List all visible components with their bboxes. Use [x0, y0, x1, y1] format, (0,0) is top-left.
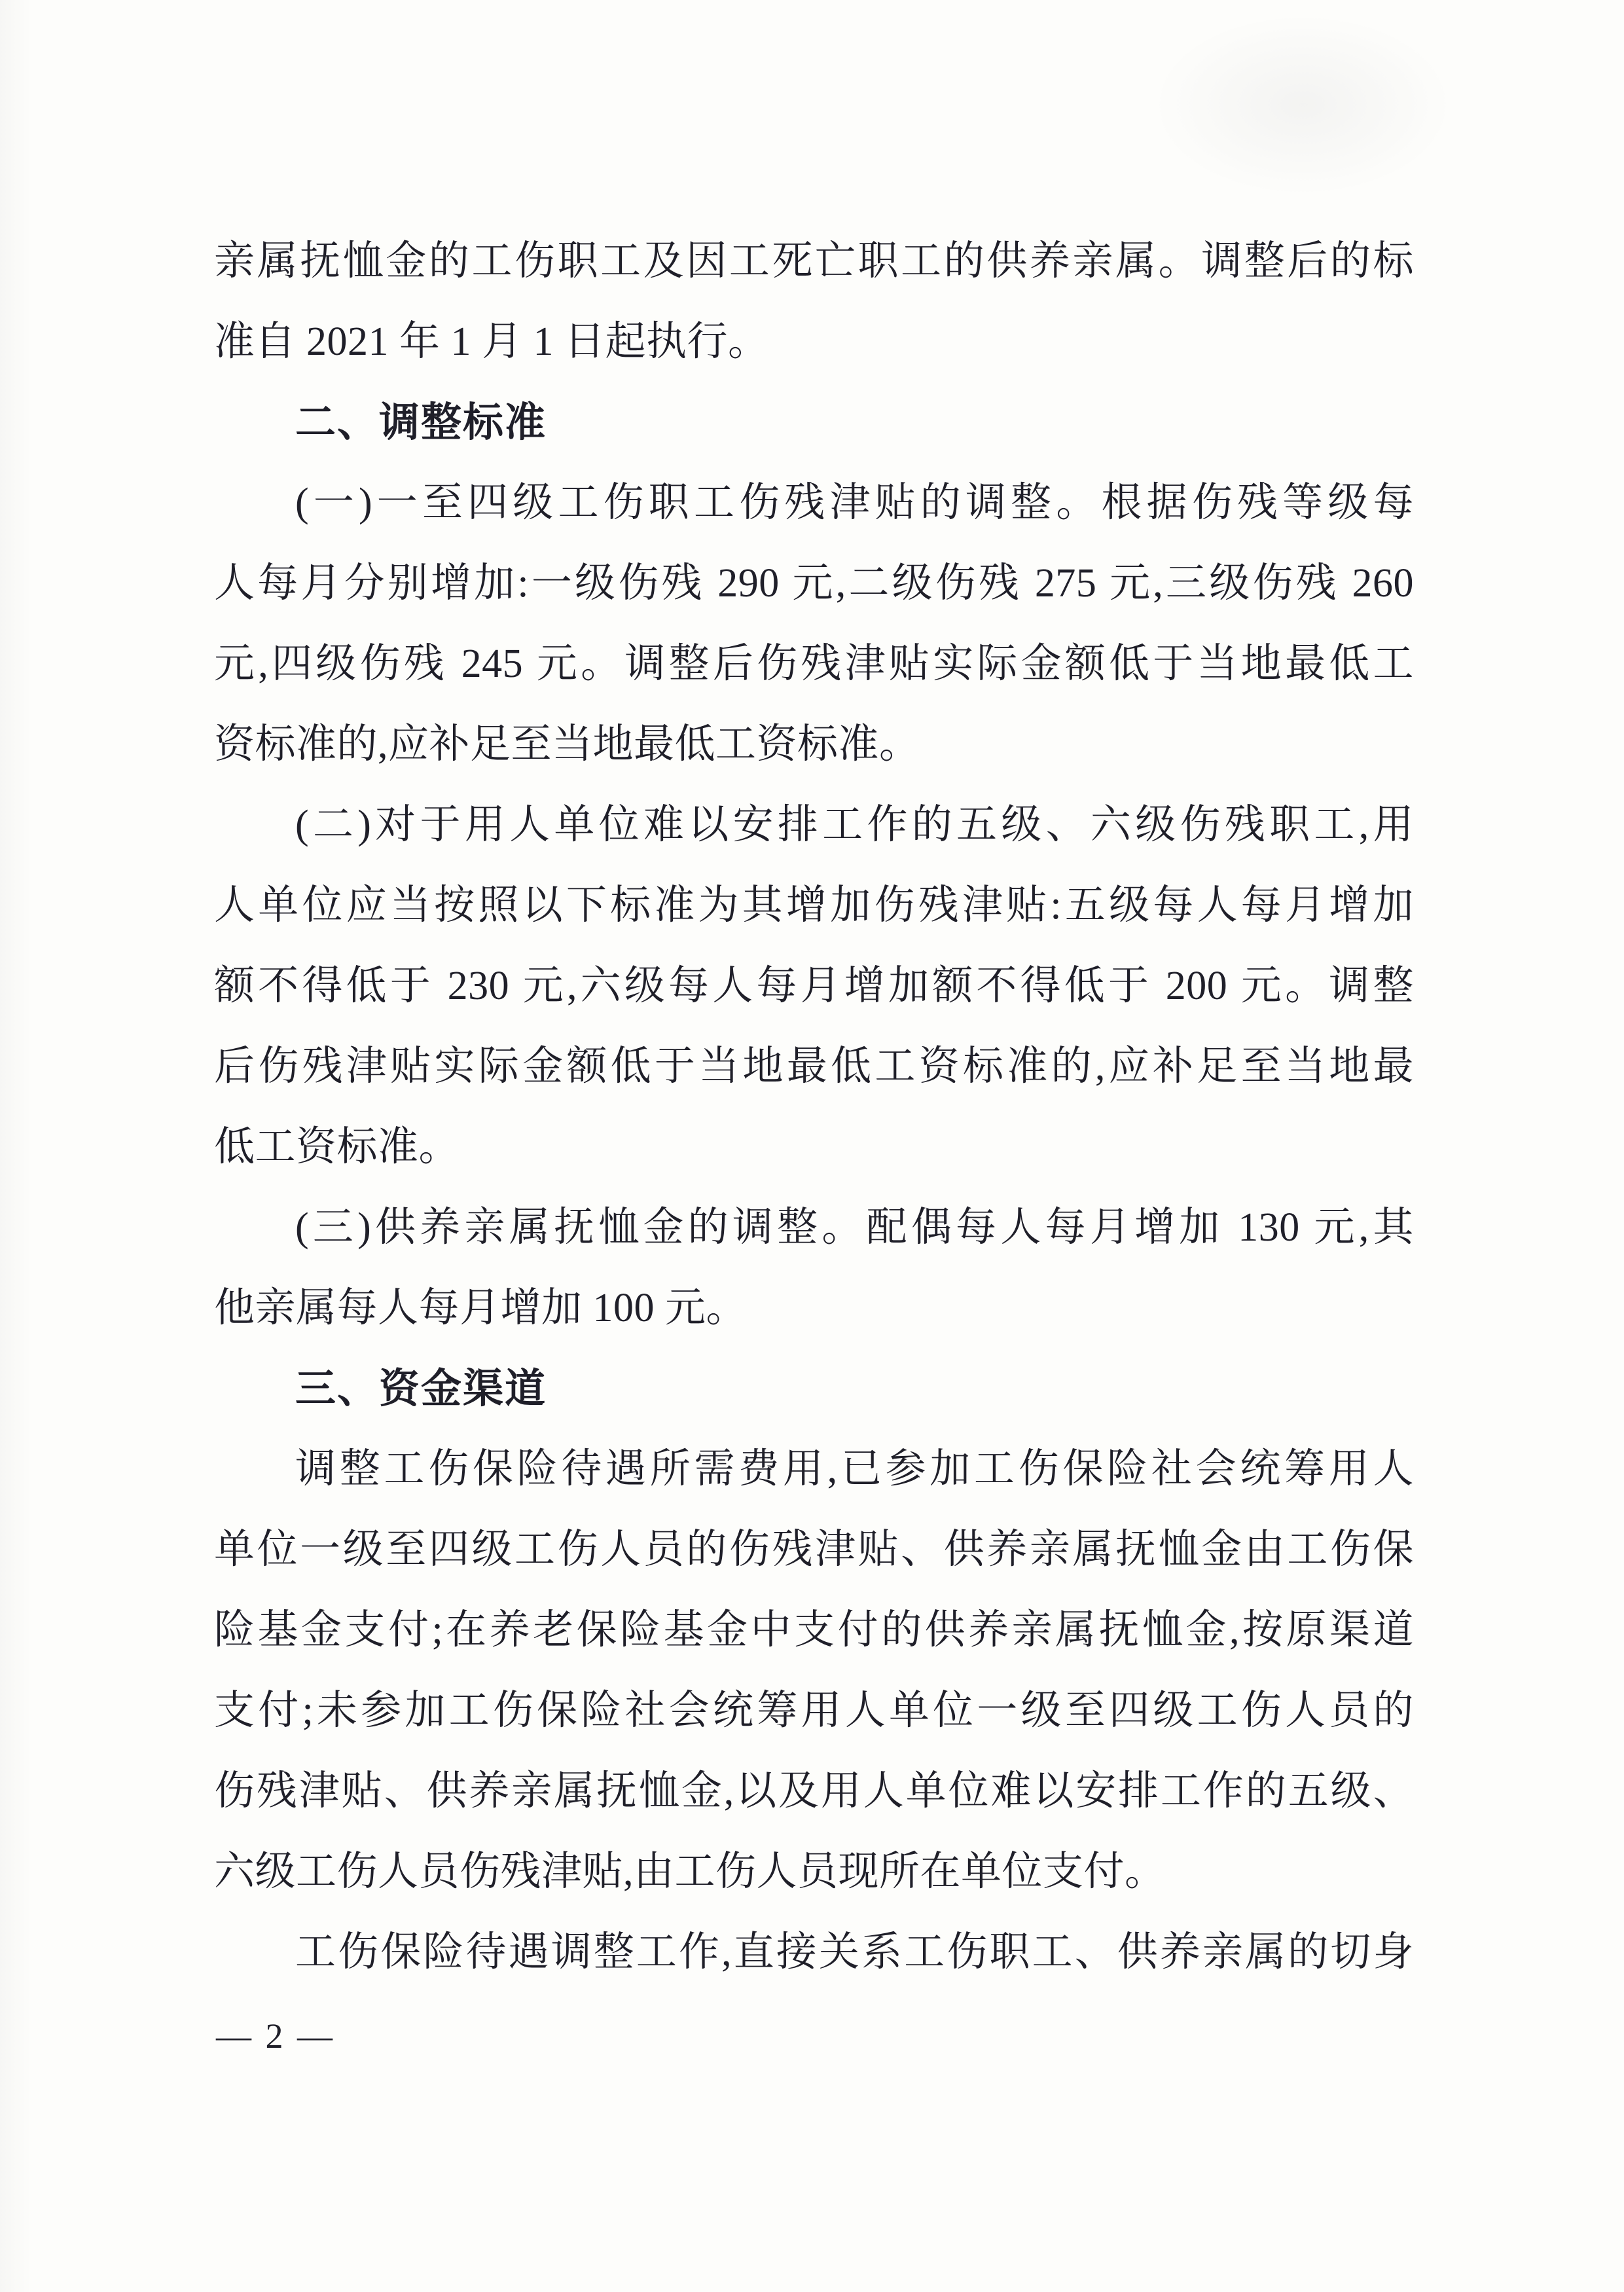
- body-line: 元,四级伤残 245 元。调整后伤残津贴实际金额低于当地最低工: [214, 642, 1414, 686]
- body-line: 调整工伤保险待遇所需费用,已参加工伤保险社会统筹用人: [295, 1447, 1414, 1491]
- body-line: 人每月分别增加:一级伤残 290 元,二级伤残 275 元,三级伤残 260: [214, 561, 1414, 606]
- body-line: 他亲属每人每月增加 100 元。: [214, 1286, 748, 1330]
- body-line: (一)一至四级工伤职工伤残津贴的调整。根据伤残等级每: [295, 481, 1414, 525]
- body-line: 准自 2021 年 1 月 1 日起执行。: [214, 319, 769, 364]
- scan-streak-left: [0, 0, 39, 2292]
- body-line: 险基金支付;在养老保险基金中支付的供养亲属抚恤金,按原渠道: [214, 1608, 1414, 1652]
- body-line: 工伤保险待遇调整工作,直接关系工伤职工、供养亲属的切身: [295, 1930, 1414, 1974]
- section-heading: 二、调整标准: [295, 400, 547, 445]
- body-line: 额不得低于 230 元,六级每人每月增加额不得低于 200 元。调整: [214, 964, 1414, 1008]
- body-line: 亲属抚恤金的工伤职工及因工死亡职工的供养亲属。调整后的标: [214, 239, 1414, 283]
- document-body: [214, 221, 1414, 1993]
- body-line: (三)供养亲属抚恤金的调整。配偶每人每月增加 130 元,其: [295, 1205, 1414, 1250]
- body-line: 支付;未参加工伤保险社会统筹用人单位一级至四级工伤人员的: [214, 1688, 1414, 1733]
- body-line: 六级工伤人员伤残津贴,由工伤人员现所在单位支付。: [214, 1849, 1166, 1894]
- body-line: 伤残津贴、供养亲属抚恤金,以及用人单位难以安排工作的五级、: [214, 1769, 1414, 1813]
- body-line: 低工资标准。: [214, 1125, 460, 1169]
- body-line: 资标准的,应补足至当地最低工资标准。: [214, 722, 920, 767]
- body-line: 后伤残津贴实际金额低于当地最低工资标准的,应补足至当地最: [214, 1044, 1414, 1089]
- scan-smudge-top-right: [1152, 13, 1453, 196]
- page-footer: [216, 2016, 335, 2056]
- body-line: (二)对于用人单位难以安排工作的五级、六级伤残职工,用: [295, 803, 1414, 847]
- body-line: 人单位应当按照以下标准为其增加伤残津贴:五级每人每月增加: [214, 883, 1414, 928]
- page-number: — 2 —: [216, 2016, 335, 2056]
- body-line: 单位一级至四级工伤人员的伤残津贴、供养亲属抚恤金由工伤保: [214, 1527, 1414, 1572]
- section-heading: 三、资金渠道: [295, 1366, 547, 1411]
